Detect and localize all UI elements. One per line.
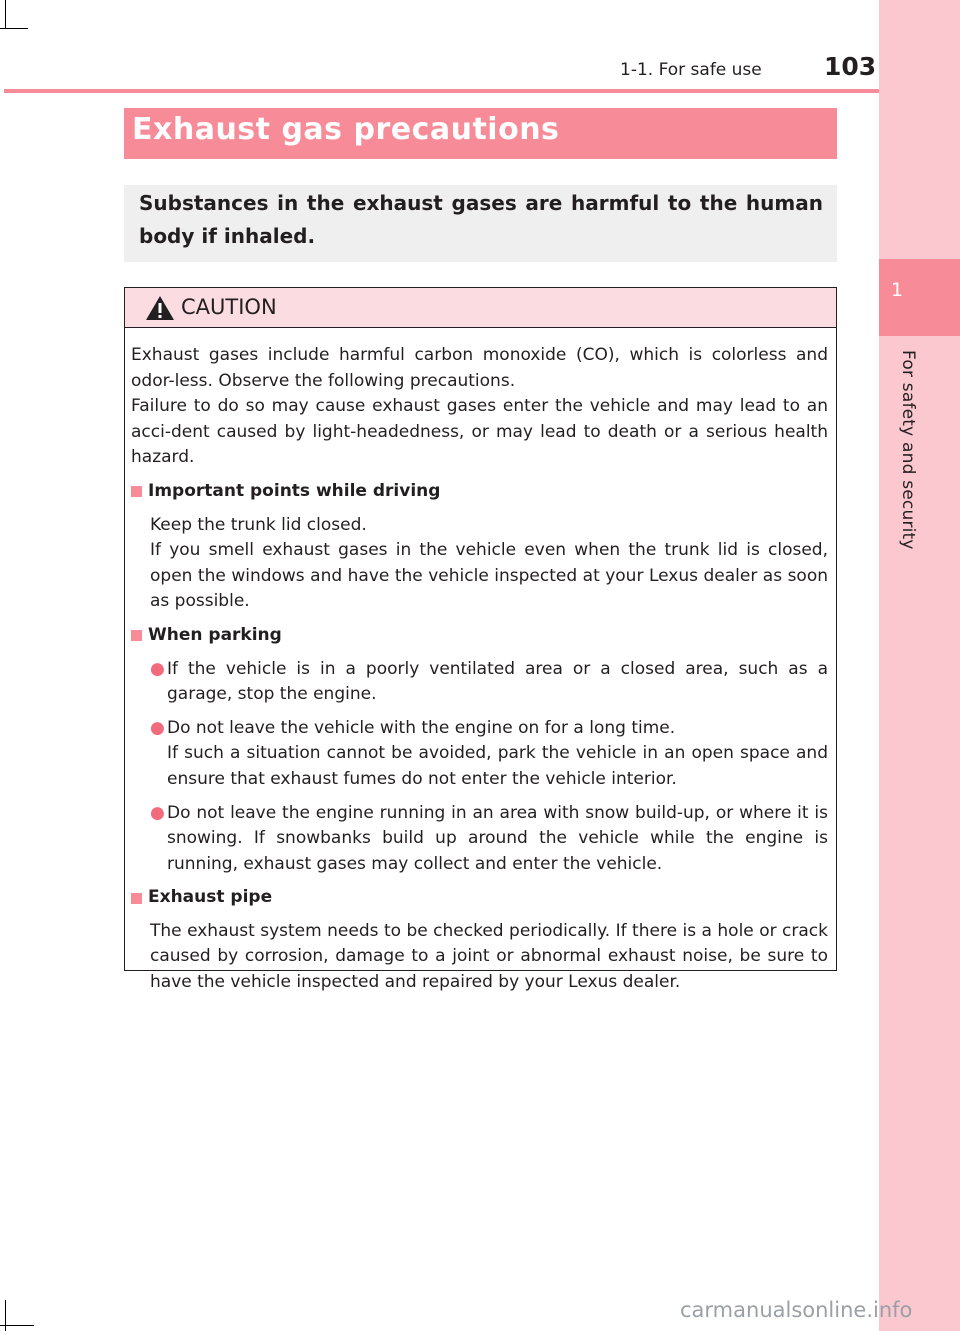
section-heading — [131, 623, 828, 649]
intro-box — [124, 185, 837, 262]
section-text: The exhaust system needs to be checked periodically. If there is a hole or crack caused by corrosion, damage to a joint or abnormal exhaust noise, be sure to have the vehicle inspected and repaired by your Lexus dealer. — [150, 920, 828, 993]
caution-heading: CAUTION — [181, 295, 277, 319]
bullet-item — [131, 801, 828, 878]
crop-mark — [5, 0, 6, 28]
section-heading — [131, 885, 828, 911]
section-heading — [131, 479, 828, 505]
bullet-text: Do not leave the engine running in an area with snow build-up, or where it is snowing. If snowbanks build up around the vehicle while the engine is running, exhaust gases may collect and enter the vehicle. — [167, 802, 828, 874]
round-bullet-icon: ● — [150, 717, 165, 738]
section-line: Keep the trunk lid closed. — [150, 514, 367, 535]
chapter-title-vertical: For safety and security — [898, 350, 918, 550]
bullet-line: Do not leave the vehicle with the engine on for a long time. — [167, 717, 676, 738]
header-rule — [4, 89, 879, 93]
crop-mark — [0, 28, 28, 29]
bullet-text — [167, 716, 828, 793]
caution-header — [125, 288, 836, 328]
section-line: If you smell exhaust gases in the vehicle even when the trunk lid is closed, open the windows and have the vehicle inspected at your Lexus dealer as soon as possible. — [150, 540, 828, 612]
section-heading-text: Exhaust pipe — [148, 887, 273, 908]
section-heading-text: When parking — [148, 624, 282, 645]
bullet-item — [131, 657, 828, 708]
title-bar — [124, 108, 837, 159]
crop-mark — [5, 1300, 6, 1331]
page-number: 103 — [824, 52, 877, 81]
watermark: carmanualsonline.info — [680, 1298, 913, 1322]
crop-mark — [0, 1325, 34, 1326]
page-title: Exhaust gas precautions — [132, 112, 560, 147]
section-text — [131, 513, 828, 615]
square-bullet-icon — [131, 486, 142, 497]
round-bullet-icon: ● — [150, 802, 165, 823]
chapter-number-tab — [879, 259, 960, 336]
intro-text: Substances in the exhaust gases are harmful to the human body if inhaled. — [139, 191, 823, 248]
round-bullet-icon: ● — [150, 658, 165, 679]
caution-body — [131, 343, 828, 996]
warning-triangle-icon — [145, 295, 175, 321]
section-label: 1-1. For safe use — [620, 60, 762, 80]
bullet-item — [131, 716, 828, 793]
caution-paragraph: Exhaust gases include harmful carbon monoxide (CO), which is colorless and odor-less. Observe the following precautions. — [131, 345, 828, 391]
square-bullet-icon — [131, 630, 142, 641]
bullet-text: If the vehicle is in a poorly ventilated area or a closed area, such as a garage, stop the engine. — [167, 658, 828, 705]
chapter-number: 1 — [891, 279, 904, 301]
caution-box — [124, 287, 837, 993]
square-bullet-icon — [131, 893, 142, 904]
chapter-side-tab — [879, 0, 960, 1331]
section-heading-text: Important points while driving — [148, 480, 441, 501]
bullet-line: If such a situation cannot be avoided, park the vehicle in an open space and ensure that exhaust fumes do not enter the vehicle interior. — [167, 743, 828, 789]
caution-paragraph: Failure to do so may cause exhaust gases enter the vehicle and may lead to an acci-dent caused by light-headedness, or may lead to death or a serious health hazard. — [131, 396, 828, 468]
